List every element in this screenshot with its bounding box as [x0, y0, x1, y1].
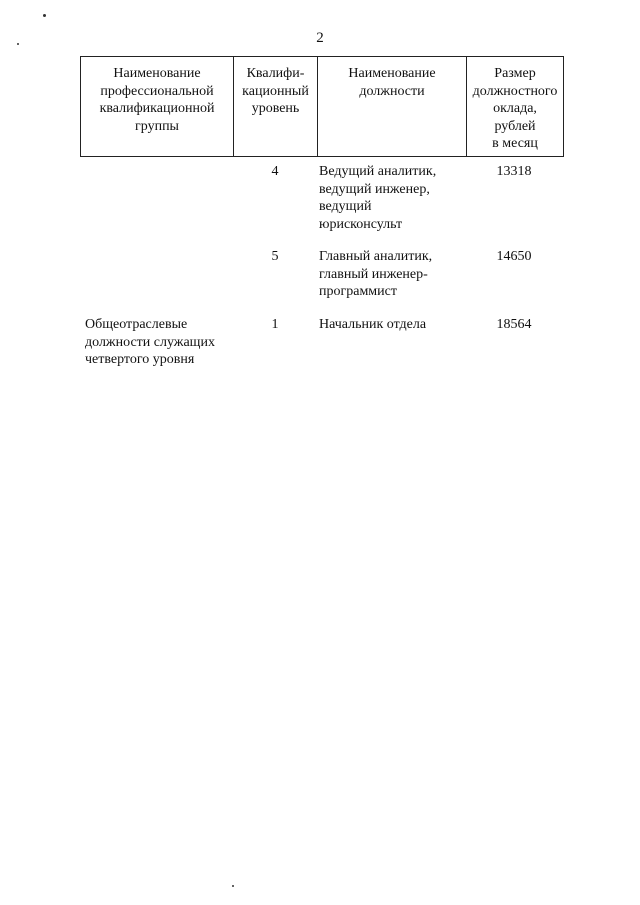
group-cell [80, 245, 233, 313]
group-cell [80, 160, 233, 245]
position-cell: Ведущий аналитик, ведущий инженер, ведущий юрисконсульт [319, 164, 437, 232]
page-number: 2 [316, 30, 324, 46]
table-row [80, 313, 564, 373]
header-salary: Размер должностного оклада, рублей в месяц [472, 66, 558, 151]
scan-speck [43, 14, 46, 17]
position-cell: Начальник отдела [319, 317, 427, 332]
header-qualification-level: Квалифи- кационный уровень [234, 57, 318, 156]
group-cell: Общеотраслевые должности служащих четвертого уровня [85, 317, 215, 367]
scan-speck [232, 885, 234, 887]
level-cell: 5 [271, 249, 279, 264]
table-header [80, 56, 564, 157]
level-cell: 1 [271, 317, 279, 332]
position-cell: Главный аналитик, главный инженер- программист [319, 249, 433, 299]
salary-cell: 13318 [496, 164, 532, 179]
salary-cell: 14650 [496, 249, 532, 264]
header-group-name: Наименование профессиональной квалификационной группы [81, 57, 234, 156]
header-position-name: Наименование должности [318, 57, 467, 156]
level-cell: 4 [271, 164, 279, 179]
salary-cell: 18564 [496, 317, 532, 332]
table-row [80, 245, 564, 313]
table-body [80, 160, 564, 373]
table-row [80, 160, 564, 245]
